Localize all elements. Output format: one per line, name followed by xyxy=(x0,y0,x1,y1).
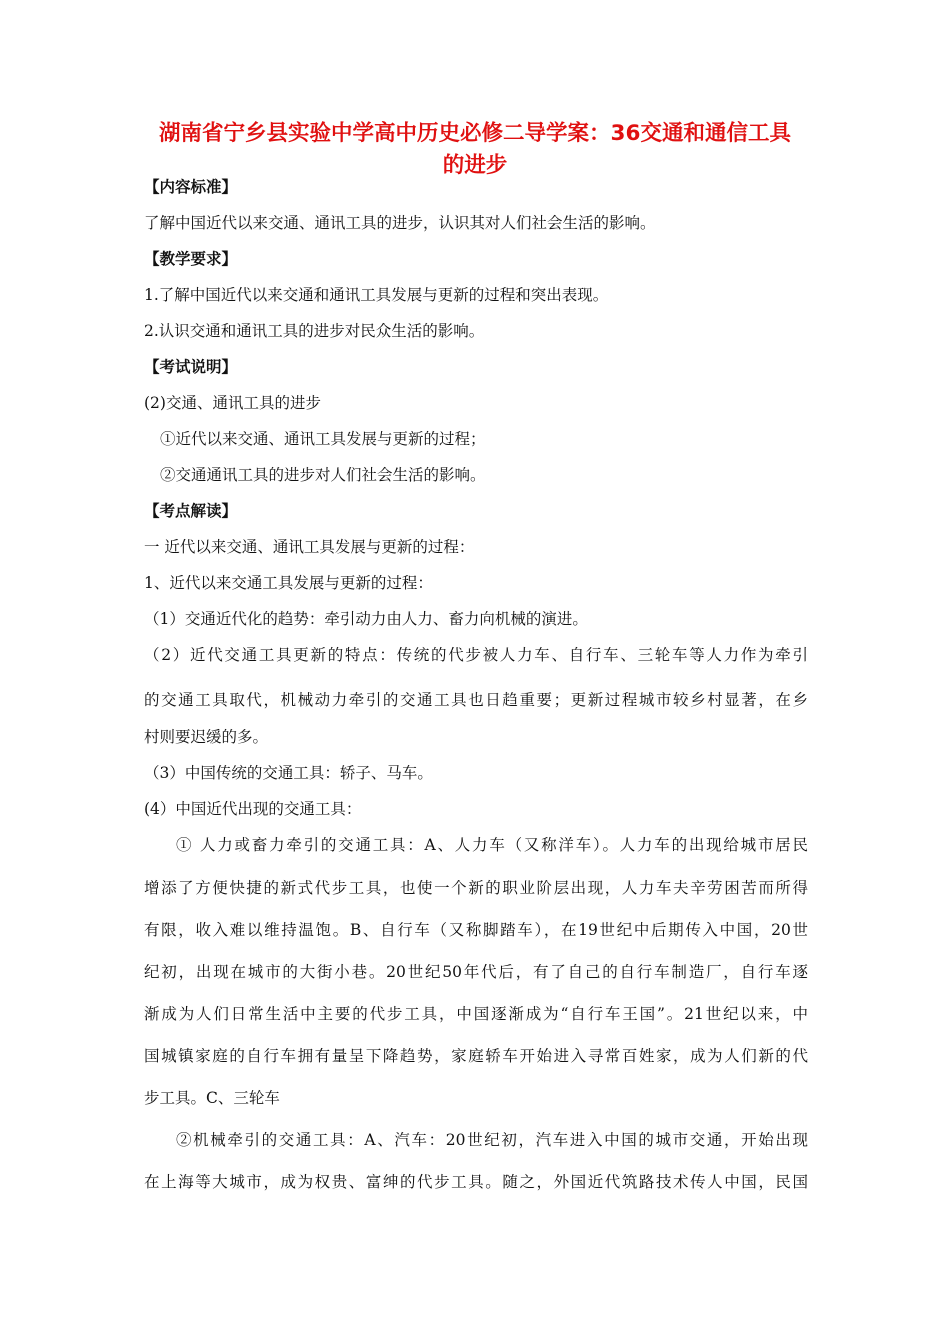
document-title xyxy=(120,118,830,182)
heading-exam-description: 【考试说明】 xyxy=(144,358,238,376)
heading-content-standard: 【内容标准】 xyxy=(144,178,238,196)
exam-description-item-1: ①近代以来交通、通讯工具发展与更新的过程； xyxy=(160,430,486,448)
title-line-1: 湖南省宁乡县实验中学高中历史必修二导学案：36交通和通信工具 xyxy=(159,121,791,146)
key-points-paragraph-5-line-2: 增添了方便快捷的新式代步工具，也使一个新的职业阶层出现，人力车夫辛劳困苦而所得 xyxy=(144,879,808,897)
key-points-paragraph-5-line-5: 渐成为人们日常生活中主要的代步工具，中国逐渐成为“自行车王国”。21世纪以来，中 xyxy=(144,1005,808,1023)
content-standard-text: 了解中国近代以来交通、通讯工具的进步，认识其对人们社会生活的影响。 xyxy=(144,214,656,232)
key-points-paragraph-2-line-1: （2）近代交通工具更新的特点：传统的代步被人力车、自行车、三轮车等人力作为牵引 xyxy=(144,646,808,664)
key-points-sub-1: 1、近代以来交通工具发展与更新的过程： xyxy=(144,574,433,592)
key-points-paragraph-2-line-2: 的交通工具取代，机械动力牵引的交通工具也日趋重要；更新过程城市较乡村显著，在乡 xyxy=(144,691,808,709)
exam-description-item-2: ②交通通讯工具的进步对人们社会生活的影响。 xyxy=(160,466,486,484)
title-line-2: 的进步 xyxy=(442,153,508,178)
teaching-requirement-1: 1.了解中国近代以来交通和通讯工具发展与更新的过程和突出表现。 xyxy=(144,286,609,304)
key-points-paragraph-3: （3）中国传统的交通工具：轿子、马车。 xyxy=(144,764,433,782)
key-points-paragraph-6-line-1: ②机械牵引的交通工具：A、汽车：20世纪初，汽车进入中国的城市交通，开始出现 xyxy=(176,1131,808,1149)
key-points-paragraph-5-line-4: 纪初，出现在城市的大街小巷。20世纪50年代后，有了自己的自行车制造厂，自行车逐 xyxy=(144,963,808,981)
heading-teaching-requirements: 【教学要求】 xyxy=(144,250,238,268)
key-points-paragraph-5-line-1: ① 人力或畜力牵引的交通工具：A、人力车（又称洋车）。人力车的出现给城市居民 xyxy=(176,836,808,854)
exam-description-intro: (2)交通、通讯工具的进步 xyxy=(144,394,321,412)
key-points-part-1: 一 近代以来交通、通讯工具发展与更新的过程： xyxy=(144,538,475,556)
key-points-paragraph-5-line-7: 步工具。C、三轮车 xyxy=(144,1089,280,1107)
key-points-paragraph-6-line-2: 在上海等大城市，成为权贵、富绅的代步工具。随之，外国近代筑路技术传人中国，民国 xyxy=(144,1173,808,1191)
key-points-paragraph-5-line-3: 有限，收入难以维持温饱。B、自行车（又称脚踏车），在19世纪中后期传入中国，20世 xyxy=(144,921,808,939)
teaching-requirement-2: 2.认识交通和通讯工具的进步对民众生活的影响。 xyxy=(144,322,485,340)
key-points-paragraph-4: (4）中国近代出现的交通工具： xyxy=(144,800,362,818)
key-points-paragraph-5-line-6: 国城镇家庭的自行车拥有量呈下降趋势，家庭轿车开始进入寻常百姓家，成为人们新的代 xyxy=(144,1047,808,1065)
key-points-paragraph-2-line-3: 村则要迟缓的多。 xyxy=(144,728,269,746)
key-points-paragraph-1: （1）交通近代化的趋势：牵引动力由人力、畜力向机械的演进。 xyxy=(144,610,588,628)
heading-key-points: 【考点解读】 xyxy=(144,502,238,520)
